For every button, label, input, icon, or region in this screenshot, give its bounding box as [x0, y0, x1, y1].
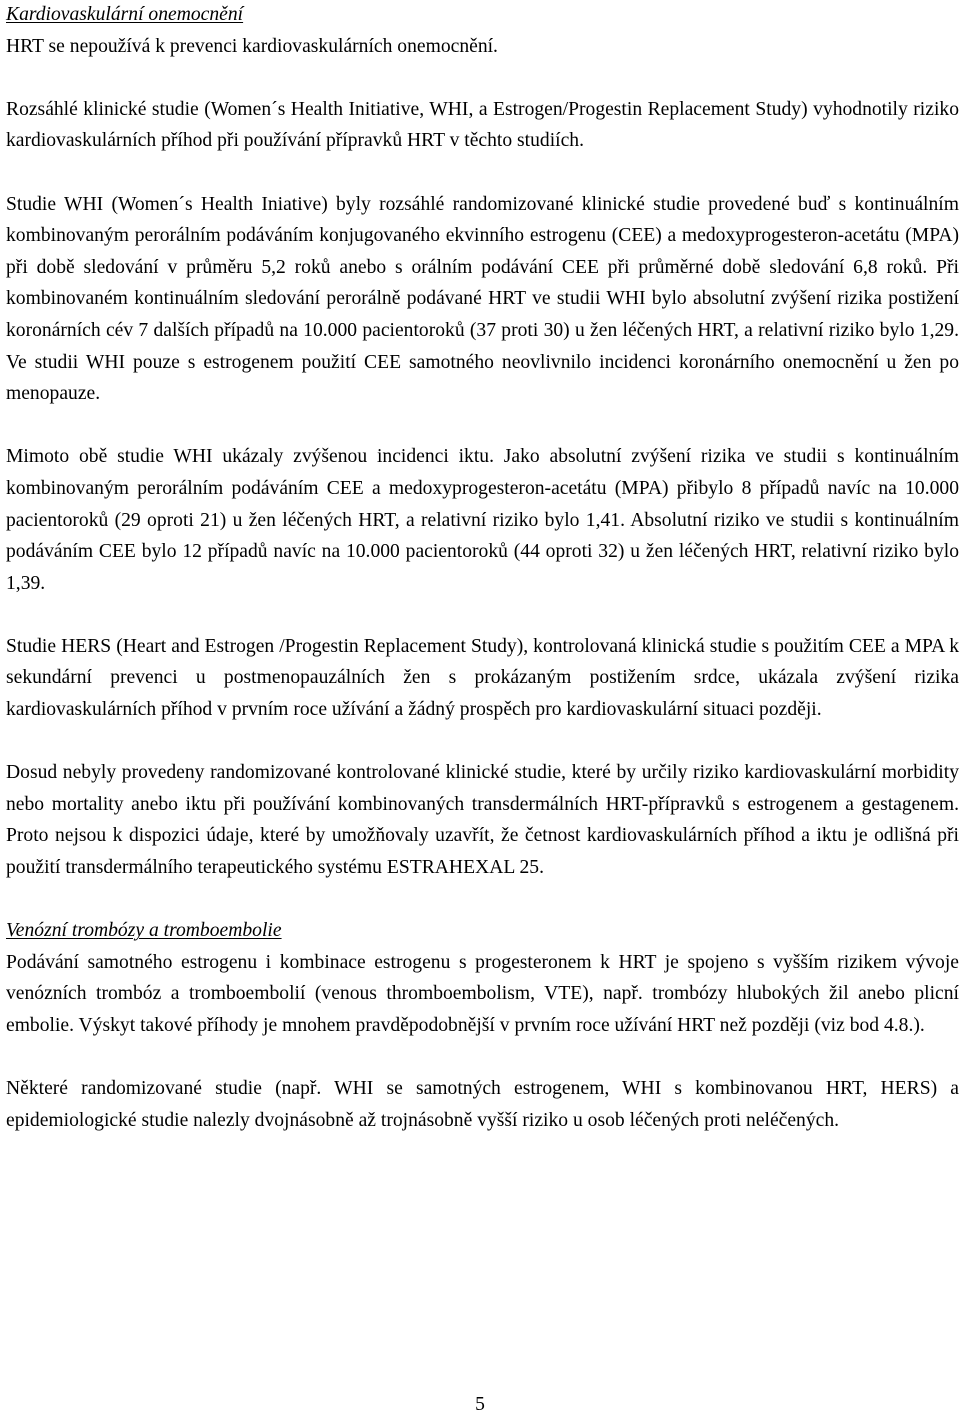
section-heading-cardiovascular: Kardiovaskulární onemocnění	[6, 4, 244, 25]
document-page	[6, 0, 959, 1136]
paragraph-large-clinical-studies: Rozsáhlé klinické studie (Women´s Health Initiative, WHI, a Estrogen/Progestin Replacement Study) vyhodnotily riziko kardiovaskulárních příhod při používání přípravků HRT v těchto studiích.	[6, 98, 959, 152]
section-heading-venous-thrombosis: Venózní trombózy a tromboembolie	[6, 920, 282, 942]
paragraph-transdermal-data: Dosud nebyly provedeny randomizované kontrolované klinické studie, které by určily riziko kardiovaskulární morbidity nebo mortality anebo iktu při používání kombinovaných transdermálních HRT-přípravků s estrogenem a gestagenem. Proto nejsou k dispozici údaje, které by umožňovaly uzavřít, že četnost kardiovaskulárních příhod a iktu je odlišná při použití transdermálního terapeutického systému ESTRAHEXAL 25.	[6, 762, 959, 879]
paragraph-randomized-studies: Některé randomizované studie (např. WHI se samotných estrogenem, WHI s kombinovanou HRT, HERS) a epidemiologické studie nalezly dvojnásobně až trojnásobně vyšší riziko u osob léčených proti neléčených.	[6, 1078, 959, 1131]
paragraph-hrt-not-for-prevention: HRT se nepoužívá k prevenci kardiovaskulárních onemocnění.	[6, 35, 498, 57]
page-number: 5	[475, 1394, 485, 1415]
paragraph-stroke-incidence: Mimoto obě studie WHI ukázaly zvýšenou incidenci iktu. Jako absolutní zvýšení rizika ve studii s kontinuálním kombinovaným perorálním podáváním CEE a medoxyprogesteron-acetátu (MPA) přibylo 8 případů navíc na 10.000 pacientoroků (29 oproti 21) u žen léčených HRT, a relativní riziko bylo 1,41. Absolutní riziko ve studii s kontinuálním podáváním CEE bylo 12 případů navíc na 10.000 pacientoroků (44 oproti 32) u žen léčených HRT, relativní riziko bylo 1,39.	[6, 446, 959, 594]
paragraph-vte-risk: Podávání samotného estrogenu i kombinace estrogenu s progesteronem k HRT je spojeno s vyšším rizikem vývoje venózních trombóz a tromboembolií (venous thromboembolism, VTE), např. trombózy hlubokých žil anebo plicní embolie. Výskyt takové příhody je mnohem pravděpodobnější v prvním roce užívání HRT než později (viz bod 4.8.).	[6, 951, 959, 1036]
paragraph-whi-studies: Studie WHI (Women´s Health Iniative) byly rozsáhlé randomizované klinické studie provedené buď s kontinuálním kombinovaným perorálním podáváním konjugovaného ekvinního estrogenu (CEE) a medoxyprogesteron-acetátu (MPA) při době sledování v průměru 5,2 roků anebo s orálním podávání CEE při průměrné době sledování 6,8 roků. Při kombinovaném kontinuálním sledování perorálně podávané HRT ve studii WHI bylo absolutní zvýšení rizika postižení koronárních cév 7 dalších případů na 10.000 pacientoroků (37 proti 30) u žen léčených HRT, a relativní riziko bylo 1,29. Ve studii WHI pouze s estrogenem použití CEE samotného neovlivnilo incidenci koronárního onemocnění u žen po menopauze.	[6, 193, 959, 405]
paragraph-hers-study: Studie HERS (Heart and Estrogen /Progestin Replacement Study), kontrolovaná klinická studie s použitím CEE a MPA k sekundární prevenci u postmenopauzálních žen s prokázaným postižením srdce, ukázala zvýšení rizika kardiovaskulárních příhod v prvním roce užívání a žádný prospěch pro kardiovaskulární situaci později.	[6, 635, 959, 721]
